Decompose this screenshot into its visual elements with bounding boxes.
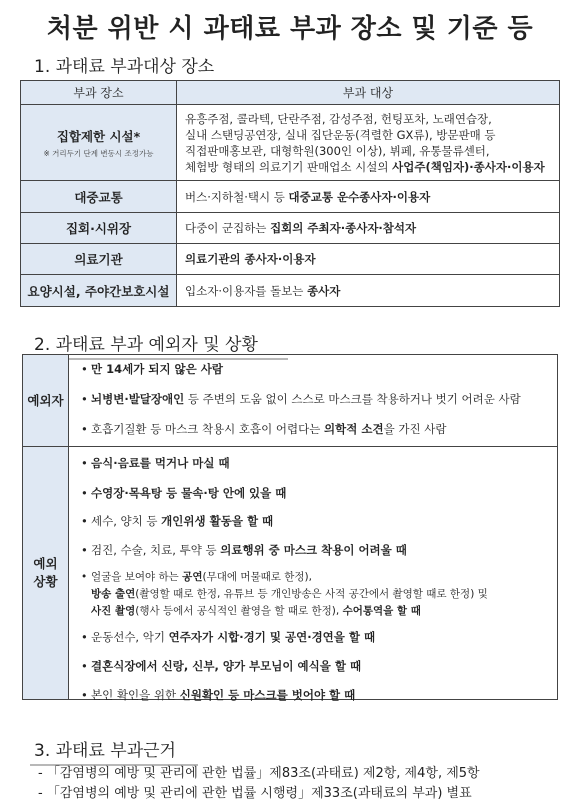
item-bold-text: 수어통역을 할 때: [342, 605, 421, 617]
item-bold-text: 연주자가 시합·경기 및 공연·경연을 할 때: [168, 630, 376, 644]
table-header-row: [21, 81, 560, 105]
item-bold-text: 개인위생 활동을 할 때: [161, 514, 274, 528]
list-item: [81, 391, 553, 407]
list-item: [81, 542, 553, 558]
target-text: 입소자·이용자를 돌보는: [185, 283, 308, 298]
fine-places-table: [20, 80, 560, 307]
target-text: 체험방 형태의 의료기기 판매업소 시설의: [185, 159, 393, 174]
list-item: [81, 629, 553, 645]
exception-persons-label: 예외자: [23, 355, 69, 446]
place-label: 의료기관: [21, 244, 177, 275]
target-bold-text: 종사자: [307, 283, 341, 298]
place-label: 집합제한 시설*: [56, 128, 141, 144]
item-text: 세수, 양치 등: [91, 514, 162, 528]
item-text: 운동선수, 악기: [91, 630, 169, 644]
row-target-cell: [177, 213, 560, 244]
list-item: [81, 513, 553, 529]
item-bold-text: 의료행위 중 마스크 착용이 어려울 때: [220, 543, 407, 557]
target-bold-text: 대중교통 운수종사자·이용자: [288, 189, 431, 204]
page-title: 처분 위반 시 과태료 부과 장소 및 기준 등: [46, 14, 534, 44]
list-item: [81, 569, 553, 620]
bullet-icon: •: [81, 422, 88, 436]
target-text: 버스·지하철·택시 등: [185, 189, 289, 204]
list-item: [81, 421, 553, 437]
place-label: 대중교통: [21, 181, 177, 213]
bullet-icon: •: [81, 543, 88, 557]
place-note: ※ 거리두기 단계 변동시 조정가능: [43, 148, 154, 158]
target-bold-text: 집회의 주최자·종사자·참석자: [270, 221, 417, 235]
item-bold-text: 방송 출연: [91, 588, 136, 600]
list-item: [81, 485, 553, 501]
row-target-cell: [177, 244, 560, 275]
table-row: [21, 105, 560, 181]
row-target-cell: [177, 105, 560, 181]
place-label: 집회·시위장: [21, 213, 177, 244]
table-row: [21, 213, 560, 244]
row-target-cell: [177, 275, 560, 307]
exception-persons-group: [23, 355, 557, 447]
target-line: 유흥주점, 콜라텍, 단란주점, 감성주점, 헌팅포차, 노래연습장,: [185, 111, 492, 126]
bullet-icon: •: [81, 659, 88, 673]
section-1-heading: 1. 과태료 부과대상 장소: [34, 52, 244, 77]
section-2-heading: 2. 과태료 부과 예외자 및 상황: [34, 330, 284, 355]
legal-basis-item: - 「감염병의 예방 및 관리에 관한 법률 시행령」제33조(과태료의 부과) 별표: [38, 786, 472, 801]
section-3-heading: 3. 과태료 부과근거: [34, 736, 194, 761]
item-text: (촬영할 때로 한정, 유튜브 등 개인방송은 사적 공간에서 촬영할 때로 한정) 및: [135, 588, 488, 600]
item-bold-text: 만 14세가 되지 않은 사람: [91, 362, 223, 376]
exception-situations-label: [23, 447, 69, 699]
target-bold-text: 사업주(책임자)·종사자·이용자: [392, 159, 545, 174]
label-line: 상황: [33, 574, 58, 589]
list-item: [81, 687, 553, 703]
exception-situations-group: [23, 447, 557, 702]
bullet-icon: •: [81, 392, 88, 406]
target-line: 직접판매홍보관, 대형학원(300인 이상), 뷔페, 유통물류센터,: [185, 143, 490, 158]
bullet-icon: •: [81, 630, 88, 644]
bullet-icon: •: [81, 571, 88, 583]
target-line: [185, 159, 551, 175]
item-text: 을 가진 사람: [383, 422, 447, 436]
bullet-icon: •: [81, 514, 88, 528]
list-item: [81, 658, 553, 674]
item-text: (행사 등에서 공식적인 촬영을 할 때로 한정),: [135, 605, 343, 617]
item-bold-text: 결혼식장에서 신랑, 신부, 양가 부모님이 예식을 할 때: [91, 659, 362, 673]
list-item: [81, 361, 553, 377]
bullet-icon: •: [81, 486, 88, 500]
target-text: 다중이 군집하는: [185, 221, 271, 235]
item-bold-text: 뇌병변·발달장애인: [91, 392, 185, 406]
item-bold-text: 의학적 소견: [324, 422, 384, 436]
bullet-icon: •: [81, 688, 88, 702]
item-text: 등 주변의 도움 없이 스스로 마스크를 착용하거나 벗기 어려운 사람: [184, 392, 521, 406]
list-item: [81, 455, 553, 471]
table-row: [21, 275, 560, 307]
exceptions-table: [22, 354, 558, 700]
bullet-icon: •: [81, 362, 88, 376]
place-label: 요양시설, 주야간보호시설: [21, 275, 177, 307]
legal-basis-item: - 「감염병의 예방 및 관리에 관한 법률」제83조(과태료) 제2항, 제4항, 제5항: [38, 766, 480, 781]
item-text: (무대에 머물때로 한정),: [202, 571, 312, 583]
item-bold-text: 사진 촬영: [91, 605, 136, 617]
label-line: 예외: [33, 556, 58, 571]
item-text: 검진, 수술, 치료, 투약 등: [91, 543, 221, 557]
item-bold-text: 음식·음료를 먹거나 마실 때: [91, 456, 230, 470]
target-bold-text: 의료기관의 종사자·이용자: [185, 252, 316, 266]
item-bold-text: 수영장·목욕탕 등 물속·탕 안에 있을 때: [91, 486, 287, 500]
row-target-cell: [177, 181, 560, 213]
header-target: 부과 대상: [177, 81, 560, 105]
target-line: 실내 스탠딩공연장, 실내 집단운동(격렬한 GX류), 방문판매 등: [185, 127, 496, 142]
header-place: 부과 장소: [21, 81, 177, 105]
table-row: [21, 181, 560, 213]
table-row: [21, 244, 560, 275]
item-text: 얼굴을 보여야 하는: [91, 571, 183, 583]
item-text: 본인 확인을 위한: [91, 688, 180, 702]
row-place-cell: [21, 105, 177, 181]
item-bold-text: 공연: [182, 571, 203, 583]
item-text: 호흡기질환 등 마스크 착용시 호흡이 어렵다는: [91, 422, 325, 436]
bullet-icon: •: [81, 456, 88, 470]
item-bold-text: 신원확인 등 마스크를 벗어야 할 때: [179, 688, 356, 702]
